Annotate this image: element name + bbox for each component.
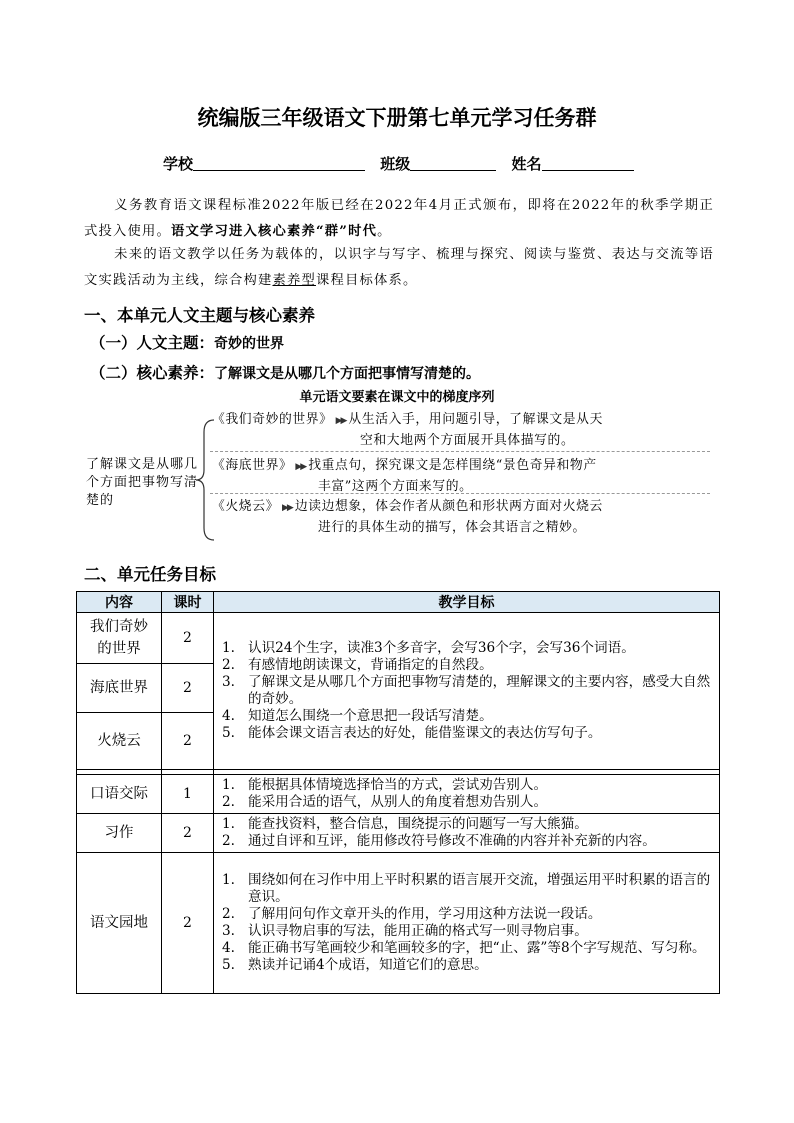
- lesson-clouds: 火烧云: [77, 713, 162, 770]
- objective-item: 2. 通过自评和互评，能用修改符号修改不准确的内容并补充新的内容。: [222, 833, 656, 849]
- objective-item: 2. 了解用问句作文章开头的作用，学习用这种方法说一段话。: [222, 906, 602, 922]
- arrow-icon: ▶▶: [335, 416, 346, 426]
- section2-heading: 二、单元任务目标: [84, 565, 216, 584]
- objective-item: 1. 围绕如何在习作中用上平时积累的语言展开交流，增强运用平时积累的语言的意识。: [222, 872, 711, 905]
- core-value: 了解课文是从哪几个方面把事情写清楚的。: [214, 366, 481, 382]
- name-label: 姓名: [511, 155, 542, 173]
- table-row: [77, 814, 720, 853]
- section1-heading: 一、本单元人文主题与核心素养: [84, 306, 315, 325]
- objective-item: 3. 认识寻物启事的写法，能用正确的格式写一则寻物启事。: [222, 923, 588, 939]
- diagram-separator: [210, 451, 710, 452]
- reading-objectives: [214, 613, 720, 770]
- objective-item: 1. 能根据具体情境选择恰当的方式，尝试劝告别人。: [222, 777, 548, 793]
- diagram-book-title: 《海底世界》: [212, 458, 293, 473]
- writing-objectives: [214, 814, 720, 853]
- task-objectives-table: [76, 591, 720, 994]
- diagram-item-world: 《我们奇妙的世界》 ▶▶ 从生活入手，用问题引导，了解课文是从天 空和大地两个方面展开具体描写的。: [212, 412, 603, 448]
- intro-paragraph-2: 未来的语文教学以任务为载体的，以识字与写字、梳理与探究、阅读与鉴赏、表达与交流等语文实践活动为主线，综合构建素养型课程目标体系。: [84, 247, 714, 288]
- oral-hours: 1: [162, 775, 214, 814]
- garden-hours: 2: [162, 853, 214, 994]
- school-label: 学校: [163, 155, 194, 173]
- intro-emphasis: 语文学习进入核心素养“群”时代: [170, 224, 378, 239]
- diagram-separator: [210, 493, 710, 494]
- table-row: [77, 853, 720, 994]
- header-content: 内容: [77, 592, 162, 613]
- student-info-fields: [163, 153, 644, 174]
- header-hours: 课时: [162, 592, 214, 613]
- class-label: 班级: [380, 155, 411, 173]
- objective-item: 4. 知道怎么围绕一个意思把一段话写清楚。: [222, 708, 493, 724]
- lesson-hours: 2: [162, 713, 214, 770]
- objective-item: 4. 能正确书写笔画较少和笔画较多的字，把“止、露”等8个字写规范、写匀称。: [222, 940, 706, 956]
- writing-hours: 2: [162, 814, 214, 853]
- objective-item: 2. 有感情地朗读课文，背诵指定的自然段。: [222, 657, 493, 673]
- objective-item: 3. 了解课文是从哪几个方面把事物写清楚的，理解课文的主要内容，感受大自然的奇妙。: [222, 674, 711, 707]
- objective-item: 5. 熟读并记诵4个成语，知道它们的意思。: [222, 957, 488, 973]
- lesson-hours: 2: [162, 664, 214, 713]
- writing-content: 习作: [77, 814, 162, 853]
- diagram-book-title: 《我们奇妙的世界》: [212, 412, 333, 427]
- diagram-item-clouds: 《火烧云》 ▶▶ 边读边想象，体会作者从颜色和形状两方面对火烧云 进行的具体生动的描写，体会其语言之精妙。: [212, 499, 603, 535]
- objective-item: 2. 能采用合适的语气，从别人的角度着想劝告别人。: [222, 794, 548, 810]
- name-blank[interactable]: [542, 156, 634, 171]
- objective-item: 1. 能查找资料，整合信息，围绕提示的问题写一写大熊猫。: [222, 816, 588, 832]
- table-row: [77, 613, 720, 664]
- theme-line: （一）人文主题：奇妙的世界: [90, 334, 285, 352]
- school-blank[interactable]: [193, 156, 365, 171]
- diagram-item-seabed: 《海底世界》 ▶▶ 找重点句，探究课文是怎样围绕“景色奇异和物产 丰富”这两个方面来写的。: [212, 458, 597, 494]
- lesson-hours: 2: [162, 613, 214, 664]
- theme-value: 奇妙的世界: [214, 336, 285, 352]
- header-objectives: 教学目标: [214, 592, 720, 613]
- oral-objectives: [214, 775, 720, 814]
- core-line: （二）核心素养：了解课文是从哪几个方面把事情写清楚的。: [90, 364, 481, 382]
- diagram-root-text: 了解课文是从哪几个方面把事物写清楚的: [86, 457, 199, 508]
- table-row: [77, 775, 720, 814]
- oral-content: 口语交际: [77, 775, 162, 814]
- arrow-icon: ▶▶: [281, 503, 292, 513]
- garden-objectives: [214, 853, 720, 994]
- page-title: 统编版三年级语文下册第七单元学习任务群: [197, 106, 597, 130]
- diagram-book-title: 《火烧云》: [212, 499, 279, 514]
- garden-content: 语文园地: [77, 853, 162, 994]
- diagram-caption: 单元语文要素在课文中的梯度序列: [299, 390, 495, 405]
- table-header-row: [77, 592, 720, 613]
- lesson-world: 我们奇妙的世界: [77, 613, 162, 664]
- arrow-icon: ▶▶: [295, 462, 306, 472]
- objective-item: 5. 能体会课文语言表达的好处，能借鉴课文的表达仿写句子。: [222, 725, 602, 741]
- intro-paragraph-1: 义务教育语文课程标准2022年版已经在2022年4月正式颁布，即将在2022年的秋季学期正式投入使用。语文学习进入核心素养“群”时代。: [84, 198, 714, 239]
- intro-underline: 素养型: [272, 273, 316, 288]
- lesson-seabed: 海底世界: [77, 664, 162, 713]
- class-blank[interactable]: [410, 156, 496, 171]
- objective-item: 1. 认识24个生字，读准3个多音字，会写36个字，会写36个词语。: [222, 640, 635, 656]
